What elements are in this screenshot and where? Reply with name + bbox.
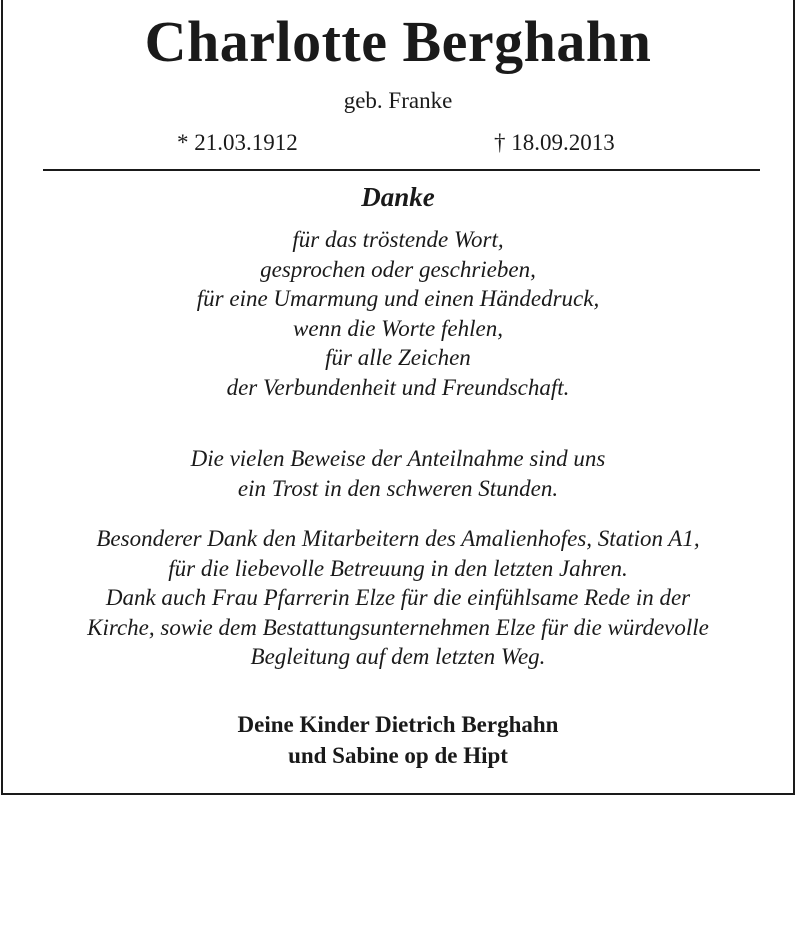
thanks-paragraph-3 <box>3 524 793 672</box>
text-line: der Verbundenheit und Freundschaft. <box>226 374 570 400</box>
text-line: gesprochen oder geschrieben, <box>260 256 536 282</box>
divider-line <box>43 169 760 171</box>
signature <box>3 709 793 771</box>
text-line: ein Trost in den schweren Stunden. <box>237 475 559 501</box>
thanks-paragraph-2 <box>3 444 793 503</box>
text-line: Begleitung auf dem letzten Weg. <box>250 644 546 669</box>
thanks-paragraph-1 <box>3 225 793 402</box>
text-line: wenn die Worte fehlen, <box>293 315 503 341</box>
maiden-name: geb. Franke <box>343 88 453 113</box>
text-line: für eine Umarmung und einen Händedruck, <box>196 286 600 311</box>
text-line: für alle Zeichen <box>325 345 471 370</box>
birth-date: * 21.03.1912 <box>177 130 298 155</box>
text-line: Dank auch Frau Pfarrerin Elze für die einfühlsame Rede in der <box>105 585 691 610</box>
thanks-heading: Danke <box>361 182 435 212</box>
text-line: für das tröstende Wort, <box>292 227 504 252</box>
death-date: † 18.09.2013 <box>494 130 615 155</box>
obituary-notice <box>1 0 795 795</box>
text-line: für die liebevolle Betreuung in den letzten Jahren. <box>168 555 628 581</box>
deceased-name: Charlotte Berghahn <box>144 9 652 74</box>
signature-line: und Sabine op de Hipt <box>288 743 508 768</box>
text-line: Kirche, sowie dem Bestattungsunternehmen Elze für die würdevolle <box>87 614 709 640</box>
text-line: Besonderer Dank den Mitarbeitern des Amalienhofes, Station A1, <box>96 526 700 551</box>
text-line: Die vielen Beweise der Anteilnahme sind uns <box>190 446 606 471</box>
signature-line: Deine Kinder Dietrich Berghahn <box>237 712 559 737</box>
